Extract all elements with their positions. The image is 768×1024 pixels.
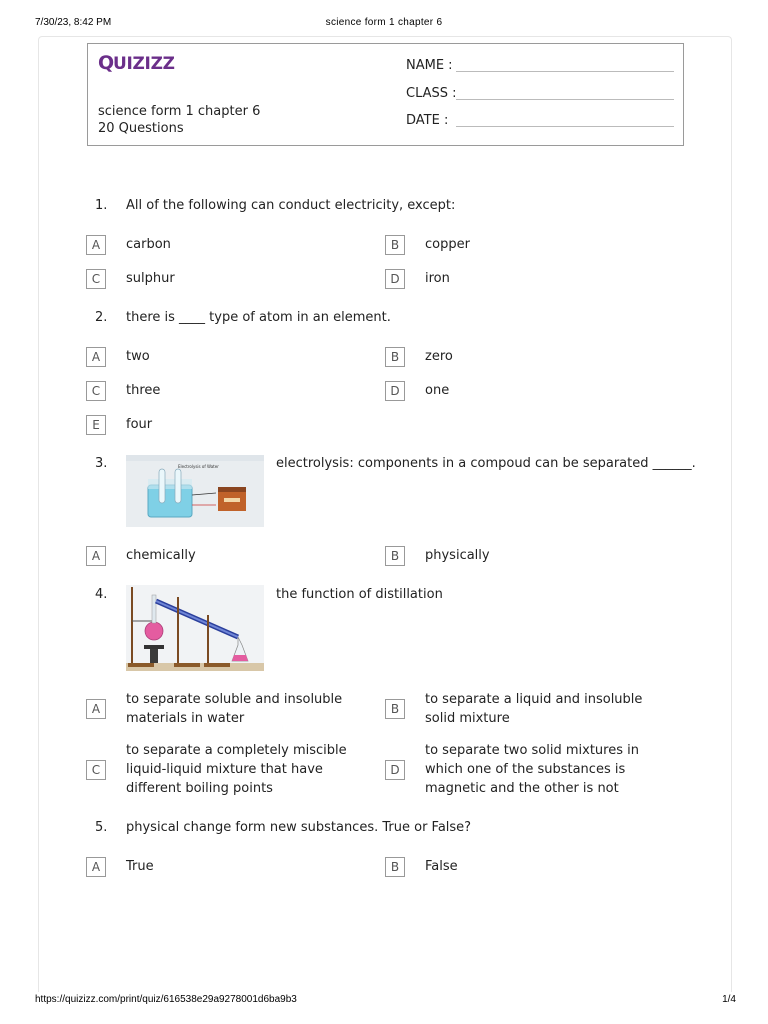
name-line [456, 71, 674, 72]
option-c-box[interactable]: C [86, 269, 106, 289]
question-text: the function of distillation [276, 587, 443, 602]
option-c-box[interactable]: C [86, 381, 106, 401]
print-header [0, 17, 768, 31]
question-count: 20 Questions [98, 121, 184, 136]
option-b-box[interactable]: B [385, 347, 405, 367]
option-b-text: copper [425, 237, 470, 252]
quiz-title: science form 1 chapter 6 [98, 104, 261, 119]
option-b-box[interactable]: B [385, 857, 405, 877]
svg-text:UIZIZZ: UIZIZZ [113, 54, 175, 74]
class-field[interactable] [406, 86, 457, 101]
page-number: 1/4 [722, 994, 736, 1005]
option-a-box[interactable]: A [86, 699, 106, 719]
question-number: 5. [95, 820, 108, 835]
question-number: 1. [95, 198, 108, 213]
date-line [456, 126, 674, 127]
date-field[interactable] [406, 113, 448, 128]
option-d-text: iron [425, 271, 450, 286]
option-a-text: chemically [126, 548, 196, 563]
option-e-text: four [126, 417, 153, 432]
option-e-box[interactable]: E [86, 415, 106, 435]
question-text: physical change form new substances. True or False? [126, 820, 472, 835]
option-d-text: one [425, 383, 450, 398]
option-a-box[interactable]: A [86, 546, 106, 566]
name-field[interactable] [406, 58, 453, 73]
option-c-text: sulphur [126, 271, 175, 286]
distillation-image [126, 585, 264, 671]
option-a-text: carbon [126, 237, 171, 252]
quizizz-logo [98, 52, 176, 79]
question-text: All of the following can conduct electricity, except: [126, 198, 456, 213]
name-label: NAME : [406, 58, 453, 73]
option-b-box[interactable]: B [385, 235, 405, 255]
option-d-box[interactable]: D [385, 760, 405, 780]
worksheet-header [87, 43, 684, 146]
option-b-text: False [425, 859, 458, 874]
print-title: science form 1 chapter 6 [325, 17, 443, 28]
class-line [456, 99, 674, 100]
option-b-box[interactable]: B [385, 546, 405, 566]
option-a-box[interactable]: A [86, 347, 106, 367]
question-number: 3. [95, 456, 108, 471]
option-c-box[interactable]: C [86, 760, 106, 780]
option-d-box[interactable]: D [385, 269, 405, 289]
option-b-text: to separate a liquid and insoluble solid mixture [425, 692, 643, 726]
option-a-box[interactable]: A [86, 857, 106, 877]
svg-text:Q: Q [98, 52, 114, 74]
option-d-box[interactable]: D [385, 381, 405, 401]
question-text: electrolysis: components in a compoud can be separated ______. [276, 456, 696, 471]
electrolysis-image-label: Electrolysis of Water [178, 464, 219, 469]
option-c-text: three [126, 383, 161, 398]
question-number: 2. [95, 310, 108, 325]
option-a-box[interactable]: A [86, 235, 106, 255]
option-a-text: True [126, 859, 154, 874]
option-a-text: two [126, 349, 150, 364]
option-b-box[interactable]: B [385, 699, 405, 719]
option-c-text: to separate a completely miscible liquid-liquid mixture that have different boiling points [126, 743, 347, 796]
option-b-text: physically [425, 548, 490, 563]
electrolysis-image [126, 455, 264, 527]
option-d-text: to separate two solid mixtures in which one of the substances is magnetic and the other is not [425, 743, 639, 796]
date-label: DATE : [406, 113, 449, 128]
question-number: 4. [95, 587, 108, 602]
print-date: 7/30/23, 8:42 PM [35, 17, 112, 28]
question-text: there is ____ type of atom in an element. [126, 310, 391, 325]
class-label: CLASS : [406, 86, 457, 101]
print-url: https://quizizz.com/print/quiz/616538e29a9278001d6ba9b3 [35, 994, 297, 1005]
option-a-text: to separate soluble and insoluble materials in water [126, 692, 343, 726]
option-b-text: zero [425, 349, 453, 364]
